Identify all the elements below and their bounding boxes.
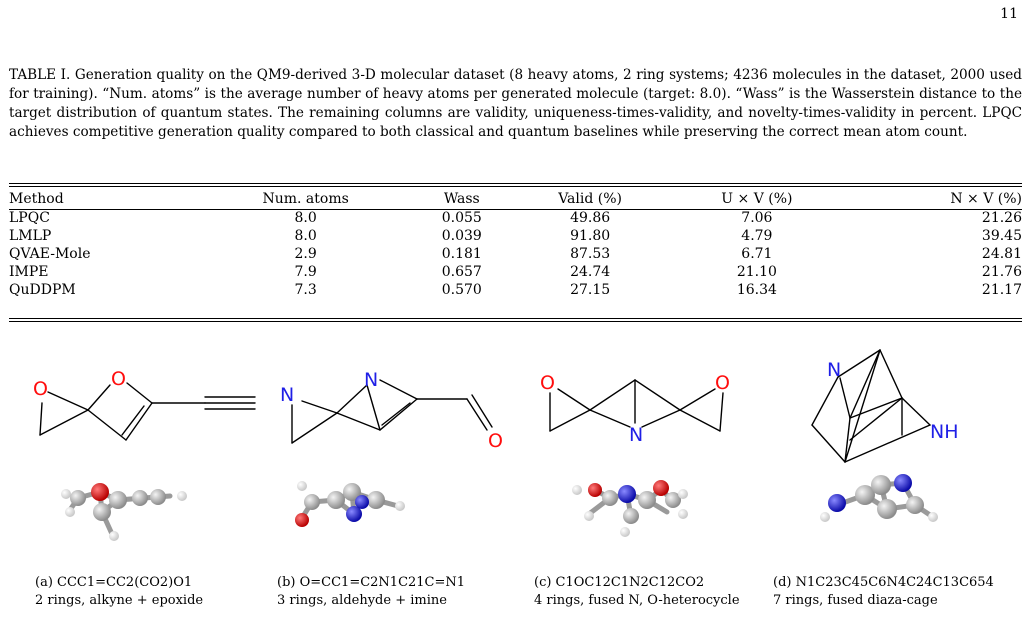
cell-uxv: 16.34 (736, 282, 777, 298)
table-row (9, 209, 1022, 227)
oxygen-atom-label: O (715, 372, 730, 394)
nitrogen-atom-label: N (364, 369, 379, 391)
cell-num-atoms: 7.3 (294, 282, 317, 298)
results-table (9, 188, 1022, 299)
table-bottom-rule-2 (9, 321, 1022, 322)
panel-label: (b) O=CC1=C2N1C21C=N1 (277, 575, 466, 590)
table-top-rule-2 (9, 186, 1022, 187)
nitrogen-atom-label: N (629, 424, 644, 446)
cell-valid: 49.86 (570, 210, 611, 226)
cell-valid: 24.74 (570, 264, 611, 280)
panel-caption-a (35, 574, 203, 610)
table-row (9, 245, 1022, 263)
cell-uxv: 4.79 (741, 228, 773, 244)
panel-description: 7 rings, fused diaza-cage (773, 593, 938, 608)
oxygen-atom-label: O (111, 368, 126, 390)
cell-num-atoms: 2.9 (294, 246, 317, 262)
cell-valid: 87.53 (570, 246, 611, 262)
table-row (9, 281, 1022, 299)
amine-atom-label: NH (930, 421, 959, 443)
cell-uxv: 21.10 (736, 264, 777, 280)
cell-method: LMLP (9, 228, 52, 244)
structure-3d-d (815, 465, 955, 549)
oxygen-atom-label: O (540, 372, 555, 394)
panel-caption-d (773, 574, 994, 610)
cell-num-atoms: 7.9 (294, 264, 317, 280)
cell-wass: 0.039 (441, 228, 482, 244)
cell-method: IMPE (9, 264, 49, 280)
header-wass: Wass (443, 190, 480, 207)
panel-caption-c (534, 574, 740, 610)
panel-label: (c) C1OC12C1N2C12CO2 (534, 575, 705, 590)
header-valid: Valid (%) (558, 190, 622, 207)
cell-wass: 0.570 (441, 282, 482, 298)
header-num-atoms: Num. atoms (262, 190, 349, 207)
cell-valid: 91.80 (570, 228, 611, 244)
table-row (9, 263, 1022, 281)
table-caption: TABLE I. Generation quality on the QM9-derived 3-D molecular dataset (8 heavy atoms, 2 ring systems; 4236 molecules in the dataset, 2000 used for training). “Num. atoms” is the average number of heavy atoms per generated molecule (target: 8.0). “Wass” is the Wasserstein distance to the target distribution of quantum states. The remaining columns are validity, uniqueness-times-validity, and novelty-times-validity in percent. LPQC achieves competitive generation quality compared to both classical and quantum baselines while preserving the correct mean atom count. (9, 67, 1022, 140)
cell-uxv: 7.06 (741, 210, 773, 226)
cell-wass: 0.657 (441, 264, 482, 280)
table-top-rule (9, 183, 1022, 184)
cell-nxv: 24.81 (981, 246, 1022, 262)
panel-caption-b (277, 574, 465, 610)
cell-method: QuDDPM (9, 282, 76, 298)
structure-2d-b (262, 355, 522, 465)
panel-label: (d) N1C23C45C6N4C24C13C654 (773, 575, 994, 590)
oxygen-atom-label: O (33, 378, 48, 400)
structure-3d-c (565, 470, 705, 554)
cell-wass: 0.181 (441, 246, 482, 262)
page-number: 11 (1000, 6, 1018, 22)
table-header-row (9, 188, 1022, 209)
oxygen-atom-label: O (488, 430, 503, 452)
cell-method: QVAE-Mole (9, 246, 91, 262)
structure-2d-c (520, 355, 760, 465)
cell-nxv: 39.45 (981, 228, 1022, 244)
cell-uxv: 6.71 (741, 246, 773, 262)
panel-label: (a) CCC1=CC2(CO2)O1 (35, 575, 193, 590)
cell-num-atoms: 8.0 (294, 210, 317, 226)
header-method: Method (9, 190, 64, 207)
cell-nxv: 21.17 (981, 282, 1022, 298)
cell-valid: 27.15 (570, 282, 611, 298)
cell-num-atoms: 8.0 (294, 228, 317, 244)
nitrogen-atom-label: N (827, 359, 842, 381)
panel-description: 4 rings, fused N, O-heterocycle (534, 593, 740, 608)
table-row (9, 227, 1022, 245)
structure-3d-a (40, 470, 220, 554)
cell-nxv: 21.76 (981, 264, 1022, 280)
cell-wass: 0.055 (441, 210, 482, 226)
structure-2d-a (0, 355, 270, 465)
table-header-rule (9, 209, 1022, 210)
header-uxv: U × V (%) (721, 190, 793, 207)
cell-method: LPQC (9, 210, 50, 226)
cell-nxv: 21.26 (981, 210, 1022, 226)
structure-2d-d (790, 340, 980, 475)
nitrogen-atom-label: N (280, 384, 295, 406)
panel-description: 3 rings, aldehyde + imine (277, 593, 447, 608)
panel-description: 2 rings, alkyne + epoxide (35, 593, 204, 608)
structure-3d-b (290, 470, 440, 554)
header-nxv: N × V (%) (950, 190, 1022, 207)
table-bottom-rule (9, 318, 1022, 319)
